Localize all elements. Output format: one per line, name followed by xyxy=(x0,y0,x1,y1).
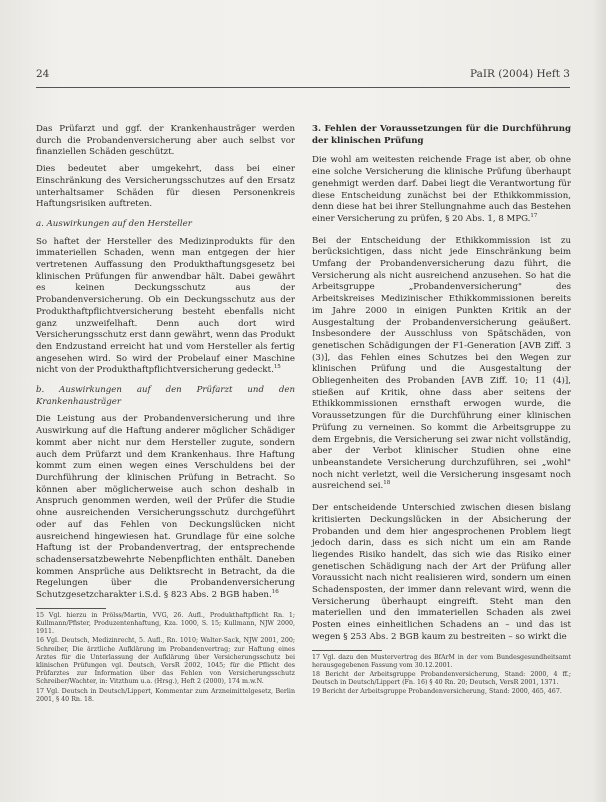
paragraph: Die wohl am weitesten reichende Frage ist aber, ob ohne eine solche Versicherung die klinische Prüfung überhaupt genehmigt werden darf. Dabei liegt die Verantwortung für diese Entscheidung zunächst bei der Ethikkommission, denn diese hat bei ihrer Stellungnahme auch das Bestehen einer Versicherung zu prüfen, § 20 Abs. 1, 8 MPG.$^{17}$ xyxy=(312,155,571,224)
footnote: 15 Vgl. hierzu in Prölss/Martin, VVG, 26. Aufl., Produkthaftpflicht Rn. 1; Kullmann/Pfister, Produzentenhaftung, Kza. 1000, S. 15; Kullmann, NJW 2000, 1911. xyxy=(36,611,295,636)
left-column xyxy=(36,124,295,705)
footnote-ref[interactable]: 15 xyxy=(273,364,281,371)
footnote: 17 Vgl. Deutsch in Deutsch/Lippert, Kommentar zum Arzneimittelgesetz, Berlin 2001, § 40 Rn. 18. xyxy=(36,687,295,703)
footnote: 17 Vgl. dazu den Mustervertrag des BfArM in der vom Bundesgesundheitsamt herausgegebenen Fassung vom 30.12.2001. xyxy=(312,653,571,669)
header-rule xyxy=(36,87,570,88)
footnote: 19 Bericht der Arbeitsgruppe Probandenversicherung, Stand: 2000, 465, 467. xyxy=(312,688,562,696)
paragraph: Der entscheidende Unterschied zwischen diesen bislang kritisierten Deckungslücken in der Absicherung der Probanden und dem hier angesprochenen Problem liegt jedoch darin, dass es sich nicht um ein am Rande liegendes Risiko handelt, das sich wie das Risiko einer genetischen Schädigung nach der Art der Prüfung aller Voraussicht nach nicht realisieren wird, sondern um einen Schadensposten, der immer dann relevant wird, wenn die Versicherung überhaupt eingreift. Steht man den materiellen und den immateriellen Schaden als zwei Posten eines einheitlichen Schadens an – und das ist wegen § 253 Abs. 2 BGB kaum zu bestreiten – so wirkt die xyxy=(312,503,571,642)
footnote-rule xyxy=(36,608,106,609)
footnote-ref[interactable]: 17 xyxy=(530,213,538,220)
subheading-b: b. Auswirkungen auf den Prüfarzt und den Krankenhausträger xyxy=(36,385,295,407)
footnote-ref[interactable]: 18 xyxy=(383,480,391,487)
footnote: 16 Vgl. Deutsch, Medizinrecht, 5. Aufl., Rn. 1010; Walter-Sack, NJW 2001, 200; Schreiber, Die ärztliche Aufklärung im Probandenvertrag; zur Haftung eines Arztes für die Unterlassung der Aufklärung über Versicherungsschutz bei klinischen Prüfungen vgl. Deutsch, VersR 2002, 1045; für die Pflicht des Prüfarztes zur Information über das Fehlen von Versicherungsschutz Schreiber/Wachter, in: Vitzthum u.a. (Hrsg.), Heft 2 (2000), 174 m.w.N. xyxy=(36,637,295,686)
paragraph: Das Prüfarzt und ggf. der Krankenhausträger werden durch die Probandenversicherung aber auch selbst vor finanziellen Schäden geschützt. xyxy=(36,124,295,158)
journal-reference: PaIR (2004) Heft 3 xyxy=(470,68,570,80)
paragraph: Die Leistung aus der Probandenversicherung und ihre Auswirkung auf die Haftung anderer möglicher Schädiger kommt aber nicht nur dem Hersteller zugute, sondern auch dem Prüfarzt und dem Krankenhaus. Ihre Haftung kommt zum einen wegen eines Verschuldens bei der Durchführung der klinischen Prüfung in Betracht. So können aber möglicherweise auch schon deshalb in Anspruch genommen werden, weil der Prüfer die Studie ohne ausreichenden Versicherungsschutz durchgeführt oder auf das Fehlen von Deckungslücken nicht ausreichend hingewiesen hat. Grundlage für eine solche Haftung ist der Probandenvertrag, der entsprechende schadensersatzbewehrte Nebenpflichten enthält. Daneben kommen Ansprüche aus Deliktsrecht in Betracht, da die Regelungen über die Probandenversicherung Schutzgesetzcharakter i.S.d. § 823 Abs. 2 BGB haben.$^{16}$ xyxy=(36,414,295,601)
footnote-rule xyxy=(312,650,382,651)
section-heading: 3. Fehlen der Voraussetzungen für die Durchführung der klinischen Prüfung xyxy=(312,124,571,146)
paragraph: Dies bedeutet aber umgekehrt, dass bei einer Einschränkung des Versicherungsschutzes auf den Ersatz unterhaltsamer Schäden für diesen Personenkreis Haftungsrisiken auftreten. xyxy=(36,164,295,210)
subheading-a: a. Auswirkungen auf den Hersteller xyxy=(36,218,192,229)
footnote-ref[interactable]: 16 xyxy=(271,589,279,596)
page-number: 24 xyxy=(36,68,50,80)
page-header xyxy=(36,68,570,84)
right-column xyxy=(312,124,571,698)
paragraph: Bei der Entscheidung der Ethikkommission ist zu berücksichtigen, dass nicht jede Einschränkung beim Umfang der Probandenversicherung dazu führt, die Versicherung als nicht ausreichend anzusehen. So hat die Arbeitsgruppe „Probandenversicherung" des Arbeitskreises Medizinischer Ethikkommissionen bereits im Jahre 2000 in einigen Punkten Kritik an der Ausgestaltung der Probandenversicherung geäußert. Insbesondere der Ausschluss von Spätschäden, von genetischen Schädigungen der F1-Generation [AVB Ziff. 3 (3)], das Fehlen eines Schutzes bei den Wegen zur klinischen Prüfung und die Ausgestaltung der Obliegenheiten des Probanden [AVB Ziff. 10; 11 (4)], stießen auf Kritik, ohne dass aber seitens der Ethikkommissionen ernsthaft erwogen wurde, die Voraussetzungen für die Durchführung einer klinischen Prüfung zu verneinen. So kommt die Arbeitsgruppe zu dem Ergebnis, die Versicherung sei zwar nicht vollständig, aber der Verbot klinischer Studien ohne eine unbeanstandete Versicherung durchzuführen, sei „wohl" noch nicht verletzt, weil die Versicherung insgesamt noch ausreichend sei.$^{18}$ xyxy=(312,235,571,492)
paragraph: So haftet der Hersteller des Medizinprodukts für den immateriellen Schaden, wenn man entgegen der hier vertretenen Auffassung den Produkthaftungsgesetz bei klinischen Prüfungen für anwendbar hält. Dabei gewährt es keinen Deckungsschutz aus der Probandenversicherung. Ob ein Deckungsschutz aus der Produkthaftpflichtversicherung besteht ebenfalls nicht ganz unzweifelhaft. Denn auch dort wird Versicherungsschutz erst dann gewährt, wenn das Produkt den Endzustand erreicht hat und vom Hersteller als fertig angesehen wird. So wird der Probelauf einer Maschine nicht von der Produkthaftpflichtversicherung gedeckt.$^{15}$ xyxy=(36,236,295,376)
scan-edge-shadow xyxy=(592,0,606,802)
footnote: 18 Bericht der Arbeitsgruppe Probandenversicherung, Stand: 2000, 4 ff.; Deutsch in Deutsch/Lippert (Fn. 16) § 40 Rn. 20; Deutsch, VersR 2001, 1371. xyxy=(312,670,571,687)
